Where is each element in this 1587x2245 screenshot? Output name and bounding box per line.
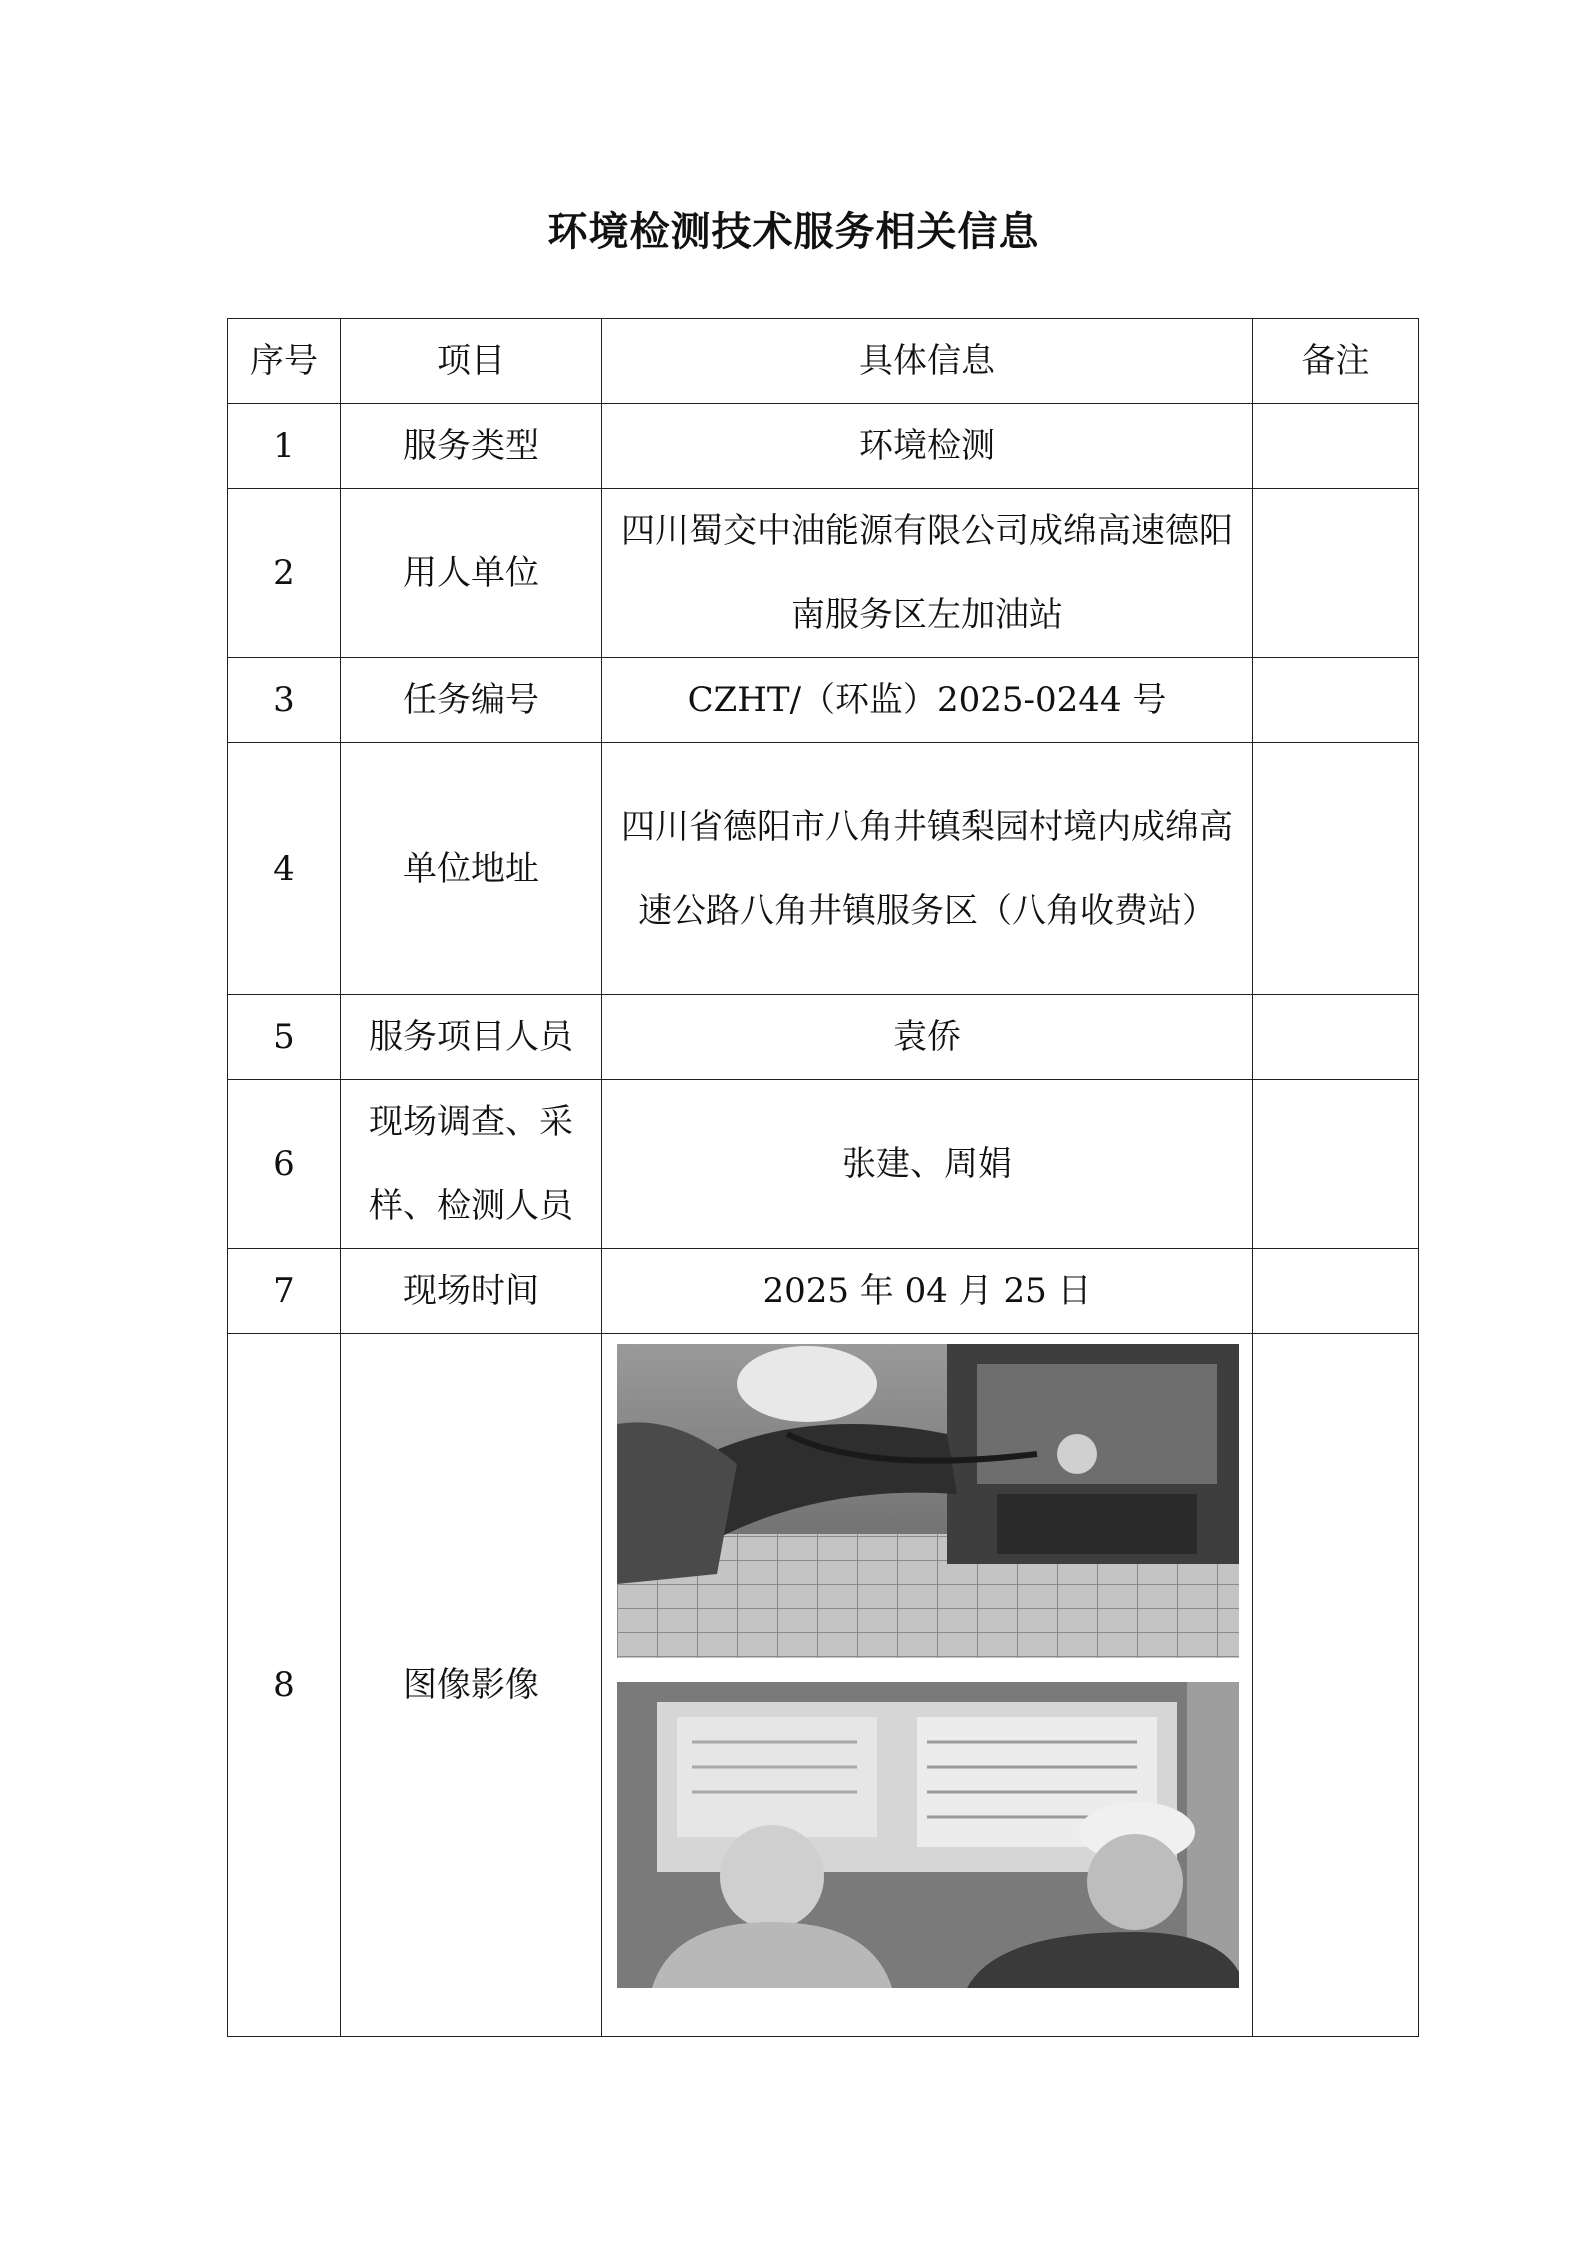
- table-row: [228, 404, 1419, 489]
- row-info: 2025 年 04 月 25 日: [602, 1249, 1253, 1334]
- row-item: 服务项目人员: [341, 995, 602, 1080]
- row-item: 单位地址: [341, 743, 602, 995]
- row-no: 8: [228, 1334, 341, 2037]
- header-remark: 备注: [1253, 319, 1419, 404]
- row-remark: [1253, 743, 1419, 995]
- table-row: [228, 1249, 1419, 1334]
- row-no: 4: [228, 743, 341, 995]
- row-info: 张建、周娟: [602, 1080, 1253, 1249]
- site-photo-2: [617, 1682, 1239, 1988]
- row-remark: [1253, 658, 1419, 743]
- row-item: 服务类型: [341, 404, 602, 489]
- row-item: 用人单位: [341, 489, 602, 658]
- row-info: 四川省德阳市八角井镇梨园村境内成绵高速公路八角井镇服务区（八角收费站）: [602, 743, 1253, 995]
- row-no: 1: [228, 404, 341, 489]
- info-table: [227, 318, 1419, 2037]
- table-row: [228, 1080, 1419, 1249]
- table-row: [228, 658, 1419, 743]
- row-info: 袁侨: [602, 995, 1253, 1080]
- header-info: 具体信息: [602, 319, 1253, 404]
- row-no: 7: [228, 1249, 341, 1334]
- table-row: [228, 743, 1419, 995]
- row-no: 2: [228, 489, 341, 658]
- row-info: 环境检测: [602, 404, 1253, 489]
- row-item: 任务编号: [341, 658, 602, 743]
- header-no: 序号: [228, 319, 341, 404]
- header-item: 项目: [341, 319, 602, 404]
- table-row: [228, 1334, 1419, 2037]
- table-row: [228, 489, 1419, 658]
- table-row: [228, 995, 1419, 1080]
- row-item: 现场调查、采样、检测人员: [341, 1080, 602, 1249]
- row-item: 图像影像: [341, 1334, 602, 2037]
- row-remark: [1253, 404, 1419, 489]
- table-header-row: [228, 319, 1419, 404]
- row-no: 6: [228, 1080, 341, 1249]
- row-remark: [1253, 489, 1419, 658]
- row-info-photos: [602, 1334, 1253, 2037]
- row-info: CZHT/（环监）2025-0244 号: [602, 658, 1253, 743]
- row-info: 四川蜀交中油能源有限公司成绵高速德阳南服务区左加油站: [602, 489, 1253, 658]
- row-no: 5: [228, 995, 341, 1080]
- row-item: 现场时间: [341, 1249, 602, 1334]
- row-no: 3: [228, 658, 341, 743]
- page-title: 环境检测技术服务相关信息: [547, 208, 1040, 255]
- row-remark: [1253, 1080, 1419, 1249]
- row-remark: [1253, 995, 1419, 1080]
- site-photo-1: [617, 1344, 1239, 1658]
- row-remark: [1253, 1249, 1419, 1334]
- row-remark: [1253, 1334, 1419, 2037]
